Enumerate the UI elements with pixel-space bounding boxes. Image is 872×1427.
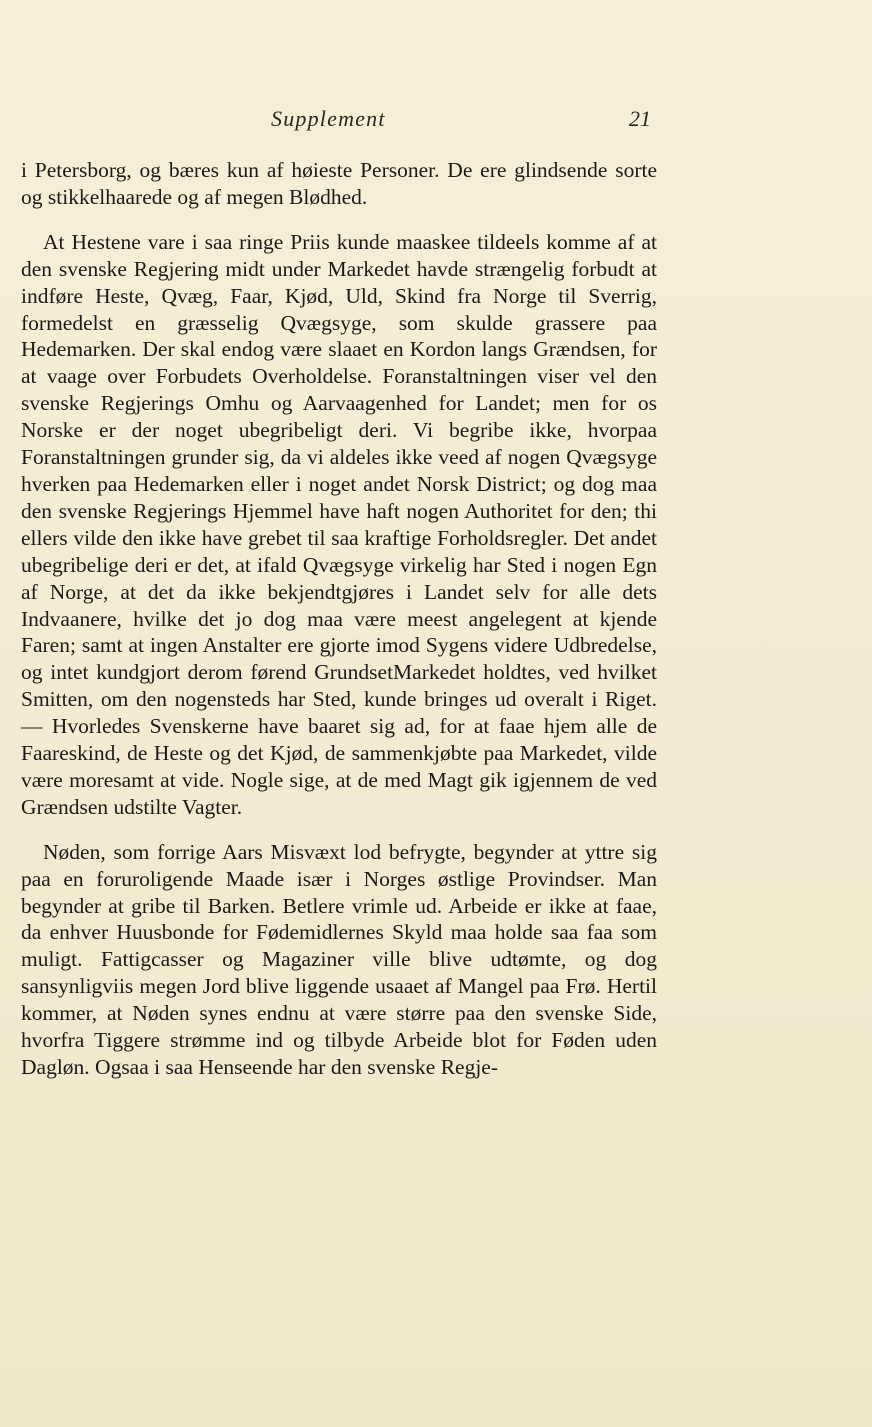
running-title: Supplement — [271, 106, 386, 131]
body-text — [21, 157, 657, 1081]
running-head — [21, 106, 657, 136]
paragraph-2: At Hestene vare i saa ringe Priis kunde maaskee tildeels komme af at den svenske Regjering midt under Markedet havde strængelig forbudt at indføre Heste, Qvæg, Faar, Kjød, Uld, Skind fra Norge til Sverrig, formedelst en græsselig Qvægsyge, som skulde grassere paa Hedemarken. Der skal endog være slaaet en Kordon langs Grændsen, for at vaage over Forbudets Overholdelse. Foranstaltningen viser vel den svenske Regjerings Omhu og Aarvaagenhed for Landet; men for os Norske er der noget ubegribeligt deri. Vi begribe ikke, hvorpaa Foranstaltningen grunder sig, da vi aldeles ikke veed af nogen Qvægsyge hverken paa Hedemarken eller i noget andet Norsk District; og dog maa den svenske Regjerings Hjemmel have haft nogen Authoritet for den; thi ellers vilde den ikke have grebet til saa kraftige Forholdsregler. Det andet ubegribelige deri er det, at ifald Qvægsyge virkelig har Sted i nogen Egn af Norge, at det da ikke bekjendtgjøres i Landet selv for alle dets Indvaanere, hvilke det jo dog maa være meest angelegent at kjende Faren; samt at ingen Anstalter ere gjorte imod Sygens videre Udbredelse, og intet kundgjort derom førend GrundsetMarkedet holdtes, ved hvilket Smitten, om den nogensteds har Sted, kunde bringes ud overalt i Riget. — Hvorledes Svenskerne have baaret sig ad, for at faae hjem alle de Faareskind, de Heste og det Kjød, de sammenkjøbte paa Markedet, vilde være moresamt at vide. Nogle sige, at de med Magt gik igjennem de ved Grændsen udstilte Vagter. — [21, 229, 657, 819]
paragraph-3: Nøden, som forrige Aars Misvæxt lod befrygte, begynder at yttre sig paa en foruroligende Maade især i Norges østlige Provindser. Man begynder at gribe til Barken. Betlere vrimle ud. Arbeide er ikke at faae, da enhver Huusbonde for Fødemidlernes Skyld maa holde saa faa som muligt. Fattigcasser og Magaziner ville blive udtømte, og dog sansynligviis megen Jord blive liggende usaaet af Mangel paa Frø. Hertil kommer, at Nøden synes endnu at være større paa den svenske Side, hvorfra Tiggere strømme ind og tilbyde Arbeide blot for Føden uden Dagløn. Ogsaa i saa Henseende har den svenske Regje- — [21, 839, 657, 1079]
page-number: 21 — [629, 106, 651, 131]
paragraph-1: i Petersborg, og bæres kun af høieste Personer. De ere glindsende sorte og stikkelhaarede og af megen Blødhed. — [21, 158, 657, 209]
